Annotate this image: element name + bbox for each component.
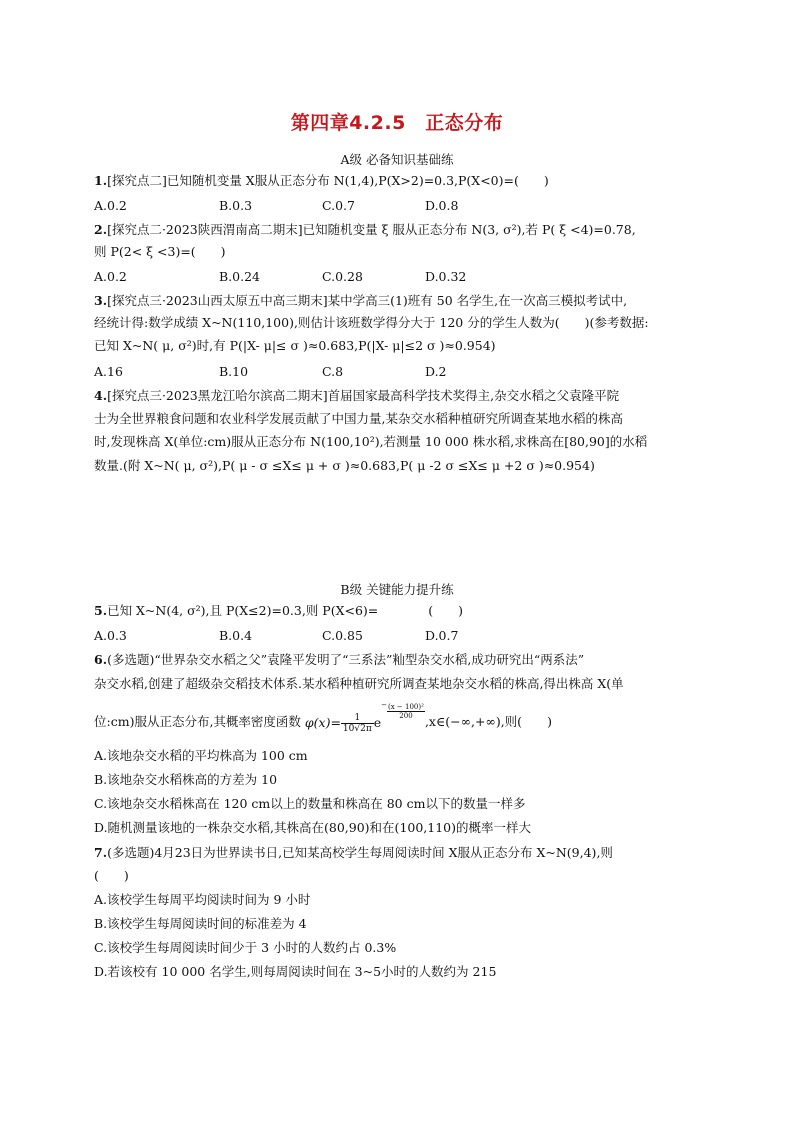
question-number: 5.: [94, 603, 108, 618]
option-a: A.16: [94, 364, 123, 379]
phi-symbol: φ(x)=: [304, 714, 341, 730]
question-text: 位:cm)服从正态分布,其概率密度函数: [94, 714, 305, 729]
question-6-line-3: [94, 700, 714, 736]
question-text: [探究点二]已知随机变量 X服从正态分布 N(1,4),P(X>2)=0.3,P(X<0)=( ): [107, 173, 549, 188]
question-number: 3.: [94, 293, 108, 308]
option-b: B.0.3: [219, 198, 253, 213]
question-3-line-3: 已知 X~N( μ, σ²)时,有 P(|X- μ|≤ σ )≈0.683,P(|X- μ|≤2 σ )≈0.954): [94, 338, 496, 353]
fraction-denominator: 10√2π: [342, 723, 372, 734]
question-text: [探究点三·2023山西太原五中高三期末]某中学高三(1)班有 50 名学生,在一次高三模拟考试中,: [107, 293, 628, 308]
question-7: [94, 845, 714, 861]
euler-e: e: [373, 714, 382, 730]
option-c: C.0.7: [322, 198, 355, 213]
question-3: [94, 293, 714, 309]
option-d: D.0.7: [425, 628, 459, 643]
question-text: (多选题)“世界杂交水稻之父”袁隆平发明了“三系法”籼型杂交水稻,成功研究出“两系法”: [107, 652, 585, 667]
option-d: D.0.32: [425, 269, 467, 284]
question-1: [94, 173, 714, 189]
question-number: 2.: [94, 222, 108, 237]
option-b: B.0.4: [219, 628, 253, 643]
question-number: 6.: [94, 652, 108, 667]
question-number: 7.: [94, 845, 108, 860]
question-text-tail: ,x∈(−∞,+∞),则( ): [424, 714, 552, 729]
option-c: C.8: [322, 364, 344, 379]
question-5: [94, 603, 714, 619]
option-b: B.10: [219, 364, 249, 379]
option-d: D.若该校有 10 000 名学生,则每周阅读时间在 3~5小时的人数约为 215: [94, 964, 497, 979]
option-d: D.随机测量该地的一株杂交水稻,其株高在(80,90)和在(100,110)的概率一样大: [94, 820, 532, 835]
option-c: C.0.85: [322, 628, 363, 643]
question-2-line-2: 则 P(2< ξ <3)=( ): [94, 244, 226, 259]
question-text: [探究点二·2023陕西渭南高二期末]已知随机变量 ξ 服从正态分布 N(3, σ²),若 P( ξ <4)=0.78,: [107, 222, 636, 237]
page-title: 第四章4.2.5 正态分布: [290, 112, 504, 134]
exponent-denominator: 200: [399, 711, 413, 720]
question-number: 1.: [94, 173, 108, 188]
exponent-sign: −: [381, 700, 388, 709]
question-4-line-2: 士为全世界粮食问题和农业科学发展贡献了中国力量,某杂交水稻种植研究所调查某地水稻的株高: [94, 411, 623, 426]
question-2: [94, 222, 714, 238]
option-d: D.2: [425, 364, 447, 379]
section-heading-b: B级 关键能力提升练: [340, 582, 454, 597]
coefficient-fraction: [341, 713, 374, 734]
question-6-line-2: 杂交水稻,创建了超级杂交稻技术体系.某水稻种植研究所调查某地杂交水稻的株高,得出株高 X(单: [94, 676, 624, 691]
exponent-numerator: (x − 100)²: [388, 702, 424, 711]
option-c: C.该校学生每周阅读时间少于 3 小时的人数约占 0.3%: [94, 940, 397, 955]
question-4-line-4: 数量.(附 X~N( μ, σ²),P( μ - σ ≤X≤ μ + σ )≈0.683,P( μ -2 σ ≤X≤ μ +2 σ )≈0.954): [94, 458, 595, 473]
question-6: [94, 652, 714, 668]
question-text: (多选题)4月23日为世界读书日,已知某高校学生每周阅读时间 X服从正态分布 X~N(9,4),则: [107, 845, 613, 860]
option-a: A.0.2: [94, 198, 127, 213]
question-number: 4.: [94, 388, 108, 403]
fraction-numerator: 1: [341, 713, 374, 724]
option-c: C.该地杂交水稻株高在 120 cm以上的数量和株高在 80 cm以下的数量一样多: [94, 796, 526, 811]
section-heading-a: A级 必备知识基础练: [340, 152, 454, 167]
option-a: A.该校学生每周平均阅读时间为 9 小时: [94, 892, 311, 907]
exponent-fraction: [387, 703, 425, 720]
option-b: B.该校学生每周阅读时间的标准差为 4: [94, 916, 307, 931]
option-c: C.0.28: [322, 269, 363, 284]
question-7-line-2: ( ): [94, 868, 129, 883]
question-4: [94, 388, 714, 404]
option-a: A.该地杂交水稻的平均株高为 100 cm: [94, 748, 308, 763]
question-3-line-2: 经统计得:数学成绩 X~N(110,100),则估计该班数学得分大于 120 分的学生人数为( )(参考数据:: [94, 315, 649, 330]
option-a: A.0.2: [94, 269, 127, 284]
question-text: [探究点三·2023黑龙江哈尔滨高二期末]首届国家最高科学技术奖得主,杂交水稻之父袁隆平院: [107, 388, 620, 403]
option-b: B.该地杂交水稻株高的方差为 10: [94, 772, 278, 787]
density-formula: [304, 700, 425, 737]
question-4-line-3: 时,发现株高 X(单位:cm)服从正态分布 N(100,10²),若测量 10 000 株水稻,求株高在[80,90]的水稻: [94, 434, 648, 449]
question-text: 已知 X~N(4, σ²),且 P(X≤2)=0.3,则 P(X<6)= ( ): [107, 603, 463, 618]
option-d: D.0.8: [425, 198, 459, 213]
option-b: B.0.24: [219, 269, 260, 284]
option-a: A.0.3: [94, 628, 127, 643]
